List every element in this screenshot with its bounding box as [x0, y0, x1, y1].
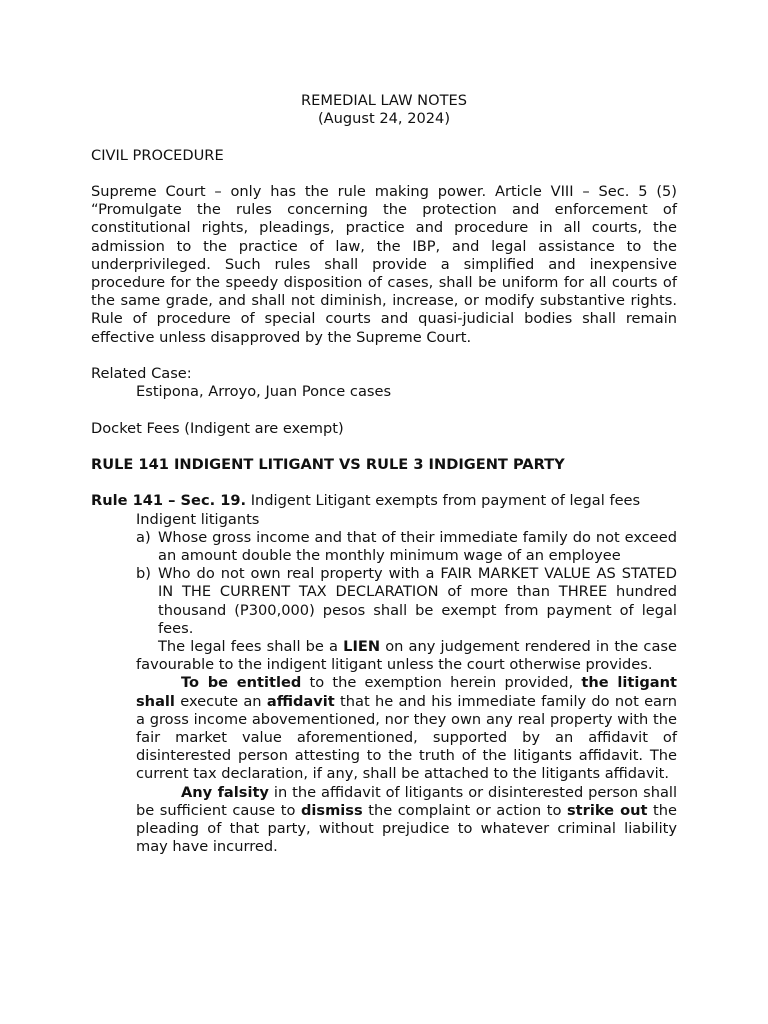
list-marker: b)	[136, 565, 151, 583]
list-item-text: Who do not own real property with a FAIR MARKET VALUE AS STATED IN THE CURRENT TAX DECLARATION of more than THREE hundred thousand (P300,000) pesos shall be exempt from payment of legal fees.	[158, 565, 677, 637]
entitled-paragraph: To be entitled to the exemption herein provided, the litigant shall execute an affidavit that he and his immediate family do not earn a gross income abovementioned, nor they own any real property with the fair market value aforementioned, supported by an affidavit of disinterested person attesting to the truth of the litigants affidavit. The current tax declaration, if any, shall be attached to the litigants affidavit.	[136, 674, 677, 783]
list-item	[136, 529, 677, 565]
related-case-label: Related Case:	[91, 365, 192, 382]
indigent-criteria-list	[136, 529, 677, 638]
rule141-subheading: Indigent litigants	[136, 510, 260, 528]
list-item	[136, 565, 677, 638]
docket-fees: Docket Fees (Indigent are exempt)	[91, 419, 344, 437]
rule141-text: Indigent Litigant exempts from payment of legal fees	[246, 492, 641, 510]
list-marker: a)	[136, 528, 151, 546]
lien-paragraph: The legal fees shall be a LIEN on any judgement rendered in the case favourable to the indigent litigant unless the court otherwise provides.	[136, 638, 677, 674]
document-title: REMEDIAL LAW NOTES	[301, 92, 467, 109]
rule141-line	[91, 492, 677, 510]
rule-heading: RULE 141 INDIGENT LITIGANT VS RULE 3 INDIGENT PARTY	[91, 455, 565, 473]
list-item-text: Whose gross income and that of their immediate family do not exceed an amount double the monthly minimum wage of an employee	[158, 528, 677, 564]
section-heading: CIVIL PROCEDURE	[91, 146, 224, 164]
rule141-label: Rule 141 – Sec. 19.	[91, 492, 247, 510]
document-date: (August 24, 2024)	[317, 110, 451, 128]
falsity-paragraph: Any falsity in the affidavit of litigants or disinterested person shall be sufficient cause to dismiss the complaint or action to strike out the pleading of that party, without prejudice to whatever criminal liability may have incurred.	[136, 783, 678, 856]
supreme-court-paragraph: Supreme Court – only has the rule making power. Article VIII – Sec. 5 (5) “Promulgate the rules concerning the protection and enforcement of constitutional rights, pleadings, practice and procedure in all courts, the admission to the practice of law, the IBP, and legal assistance to the underprivileged. Such rules shall provide a simplified and inexpensive procedure for the speedy disposition of cases, shall be uniform for all courts of the same grade, and shall not diminish, increase, or modify substantive rights. Rule of procedure of special courts and quasi-judicial bodies shall remain effective unless disapproved by the Supreme Court.	[91, 182, 677, 346]
related-cases: Estipona, Arroyo, Juan Ponce cases	[136, 383, 392, 401]
document-page	[91, 92, 677, 856]
